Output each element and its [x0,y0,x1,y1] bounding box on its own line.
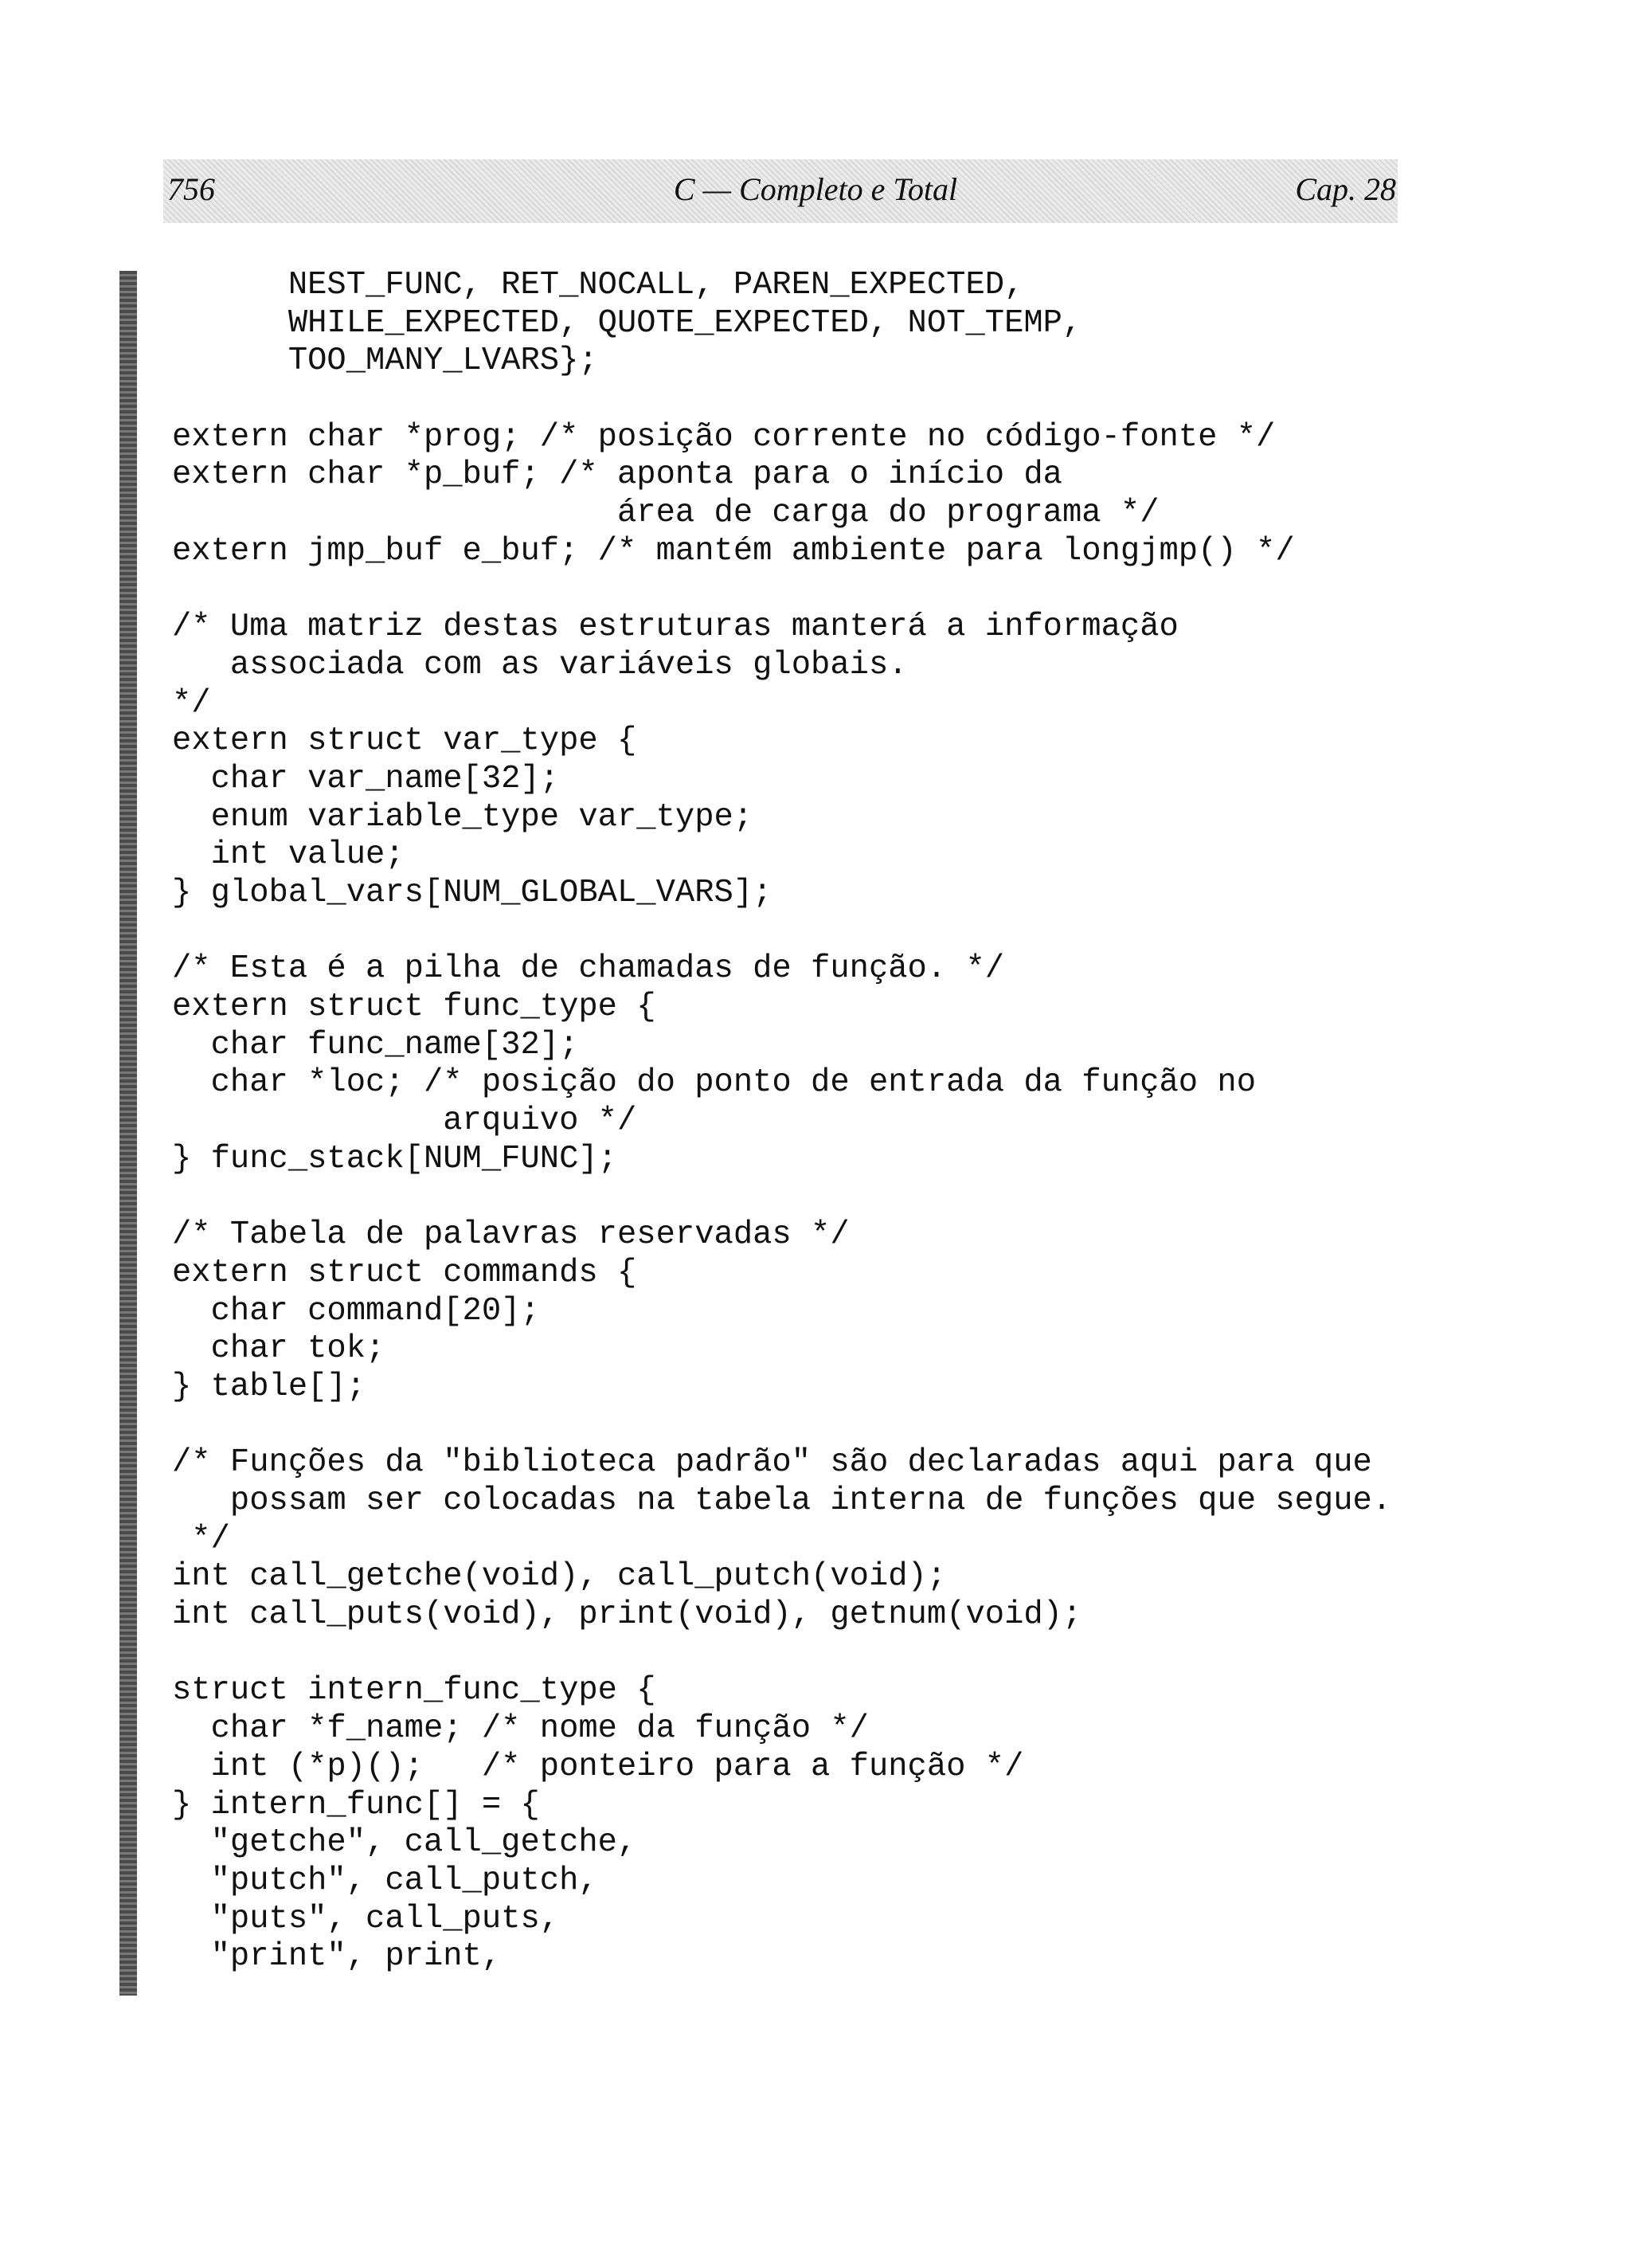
page-number: 756 [167,171,215,207]
code-line: int value; [172,836,405,874]
code-line: extern jmp_buf e_buf; /* mantém ambiente para longjmp() */ [172,532,1295,570]
code-line: */ [172,1520,230,1557]
code-line: char *loc; /* posição do ponto de entrada da função no [172,1064,1257,1102]
code-line: int call_puts(void), print(void), getnum(void); [172,1596,1082,1634]
code-line: área de carga do programa */ [172,495,1160,532]
code-line: extern struct commands { [172,1254,637,1291]
code-line: char tok; [172,1330,385,1368]
code-margin-bar [119,271,137,1996]
code-line: extern struct var_type { [172,723,637,760]
code-line: char command[20]; [172,1292,540,1330]
code-line: /* Funções da "biblioteca padrão" são declaradas aqui para que [172,1444,1372,1482]
running-title: C — Completo e Total [673,171,958,207]
code-line: /* Uma matriz destas estruturas manterá a informação [172,609,1179,646]
code-line: WHILE_EXPECTED, QUOTE_EXPECTED, NOT_TEMP, [172,304,1082,342]
code-line: possam ser colocadas na tabela interna de funções que segue. [172,1483,1392,1519]
code-line: associada com as variáveis globais. [172,646,908,684]
code-line: "putch", call_putch, [172,1862,598,1899]
code-line: } global_vars[NUM_GLOBAL_VARS]; [172,875,772,911]
code-line: arquivo */ [172,1103,637,1140]
code-line: */ [172,684,211,722]
code-line [172,913,1391,951]
code-line: enum variable_type var_type; [172,798,753,836]
code-line: TOO_MANY_LVARS}; [172,343,598,380]
code-line [172,1179,1391,1217]
code-line: "puts", call_puts, [172,1900,560,1937]
code-line [172,1407,1391,1445]
code-line: char func_name[32]; [172,1026,579,1063]
code-line: char var_name[32]; [172,760,560,797]
code-line: /* Esta é a pilha de chamadas de função. */ [172,950,1005,988]
code-line: char *f_name; /* nome da função */ [172,1710,869,1748]
code-line [172,571,1391,609]
code-line: int call_getche(void), call_putch(void); [172,1558,947,1596]
code-line: } intern_func[] = { [172,1786,540,1823]
code-line: "getche", call_getche, [172,1824,637,1862]
code-line: } table[]; [172,1368,366,1405]
code-line: int (*p)(); /* ponteiro para a função */ [172,1748,1024,1785]
code-line: /* Tabela de palavras reservadas */ [172,1216,850,1254]
code-line: extern char *prog; /* posição corrente no código-fonte */ [172,418,1276,456]
code-line: extern struct func_type { [172,989,656,1026]
code-line [172,381,1391,419]
code-line: extern char *p_buf; /* aponta para o início da [172,456,1062,494]
code-line: } func_stack[NUM_FUNC]; [172,1140,617,1177]
code-listing [172,267,1391,1976]
code-line [172,1635,1391,1673]
chapter-label: Cap. 28 [1295,171,1396,207]
code-line: NEST_FUNC, RET_NOCALL, PAREN_EXPECTED, [172,267,1024,304]
code-line: struct intern_func_type { [172,1672,656,1710]
code-line: "print", print, [172,1938,502,1976]
